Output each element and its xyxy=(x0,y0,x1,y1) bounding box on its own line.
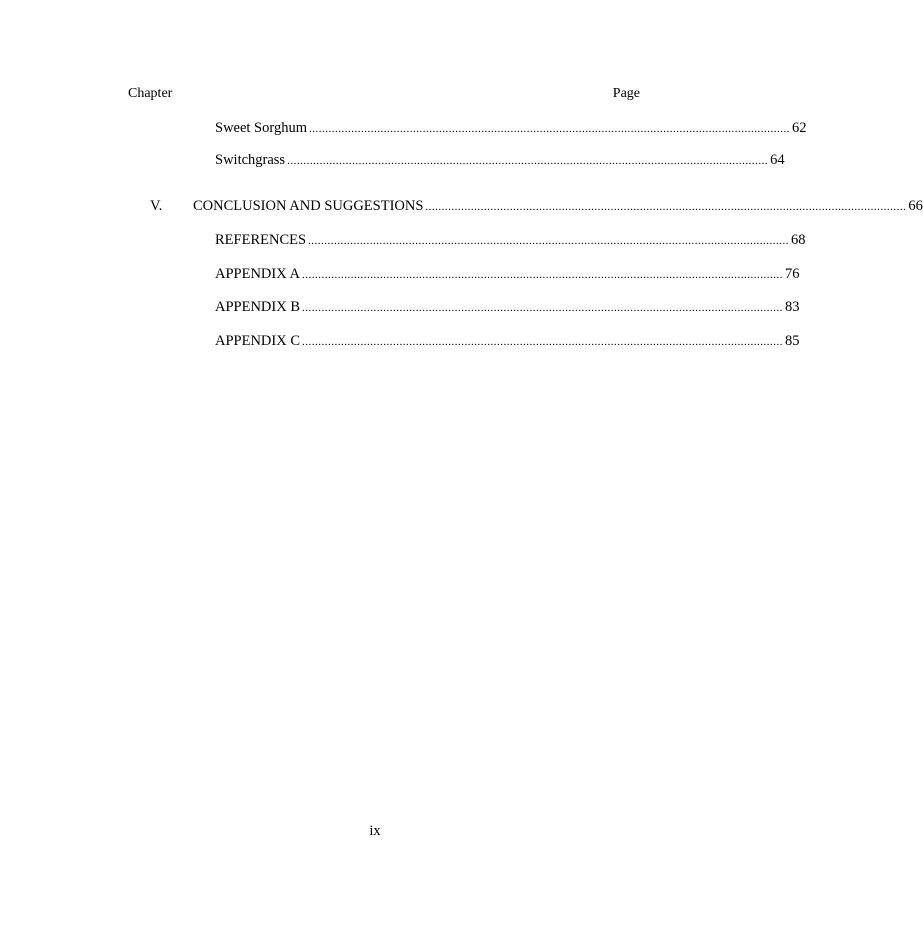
toc-entry-title: Sweet Sorghum xyxy=(215,120,307,136)
toc-leader-dots: .................................................................................................................................................... xyxy=(425,201,907,213)
toc-entry-page: 66 xyxy=(908,198,923,214)
toc-entry-page: 68 xyxy=(791,232,806,248)
toc-entry-title: REFERENCES xyxy=(215,232,307,248)
toc-header-chapter: Chapter xyxy=(128,86,173,101)
toc-entry-title: Switchgrass xyxy=(215,152,286,168)
toc-leader-dots: .................................................................................................................................................... xyxy=(302,302,783,314)
toc-entry-page: 83 xyxy=(785,299,800,315)
toc-entry-page: 62 xyxy=(791,120,807,136)
toc-entry-references xyxy=(215,231,806,250)
toc-entry-appendix-a xyxy=(215,265,800,284)
toc-entry-conclusion xyxy=(193,197,923,216)
toc-entry-title: APPENDIX C xyxy=(215,333,300,349)
toc-entry-title: CONCLUSION AND SUGGESTIONS xyxy=(193,198,424,214)
toc-entry-page: 64 xyxy=(770,152,785,168)
toc-leader-dots: .................................................................................................................................................... xyxy=(308,123,790,135)
toc-entry-appendix-b xyxy=(215,298,800,317)
toc-leader-dots: .................................................................................................................................................... xyxy=(287,155,769,167)
toc-header-page: Page xyxy=(612,86,640,101)
page-number: ix xyxy=(369,823,381,839)
toc-entry-title: APPENDIX B xyxy=(215,299,300,315)
toc-entry-appendix-c xyxy=(215,332,800,351)
toc-entry-page: 76 xyxy=(785,266,800,282)
toc-leader-dots: .................................................................................................................................................... xyxy=(308,235,790,247)
toc-leader-dots: .................................................................................................................................................... xyxy=(302,269,783,281)
toc-entry-sweet-sorghum xyxy=(215,119,807,138)
toc-entry-switchgrass xyxy=(215,151,785,170)
toc-leader-dots: .................................................................................................................................................... xyxy=(302,336,783,348)
chapter-number: V. xyxy=(150,198,163,214)
toc-entry-title: APPENDIX A xyxy=(215,266,300,282)
toc-entry-page: 85 xyxy=(785,333,800,349)
